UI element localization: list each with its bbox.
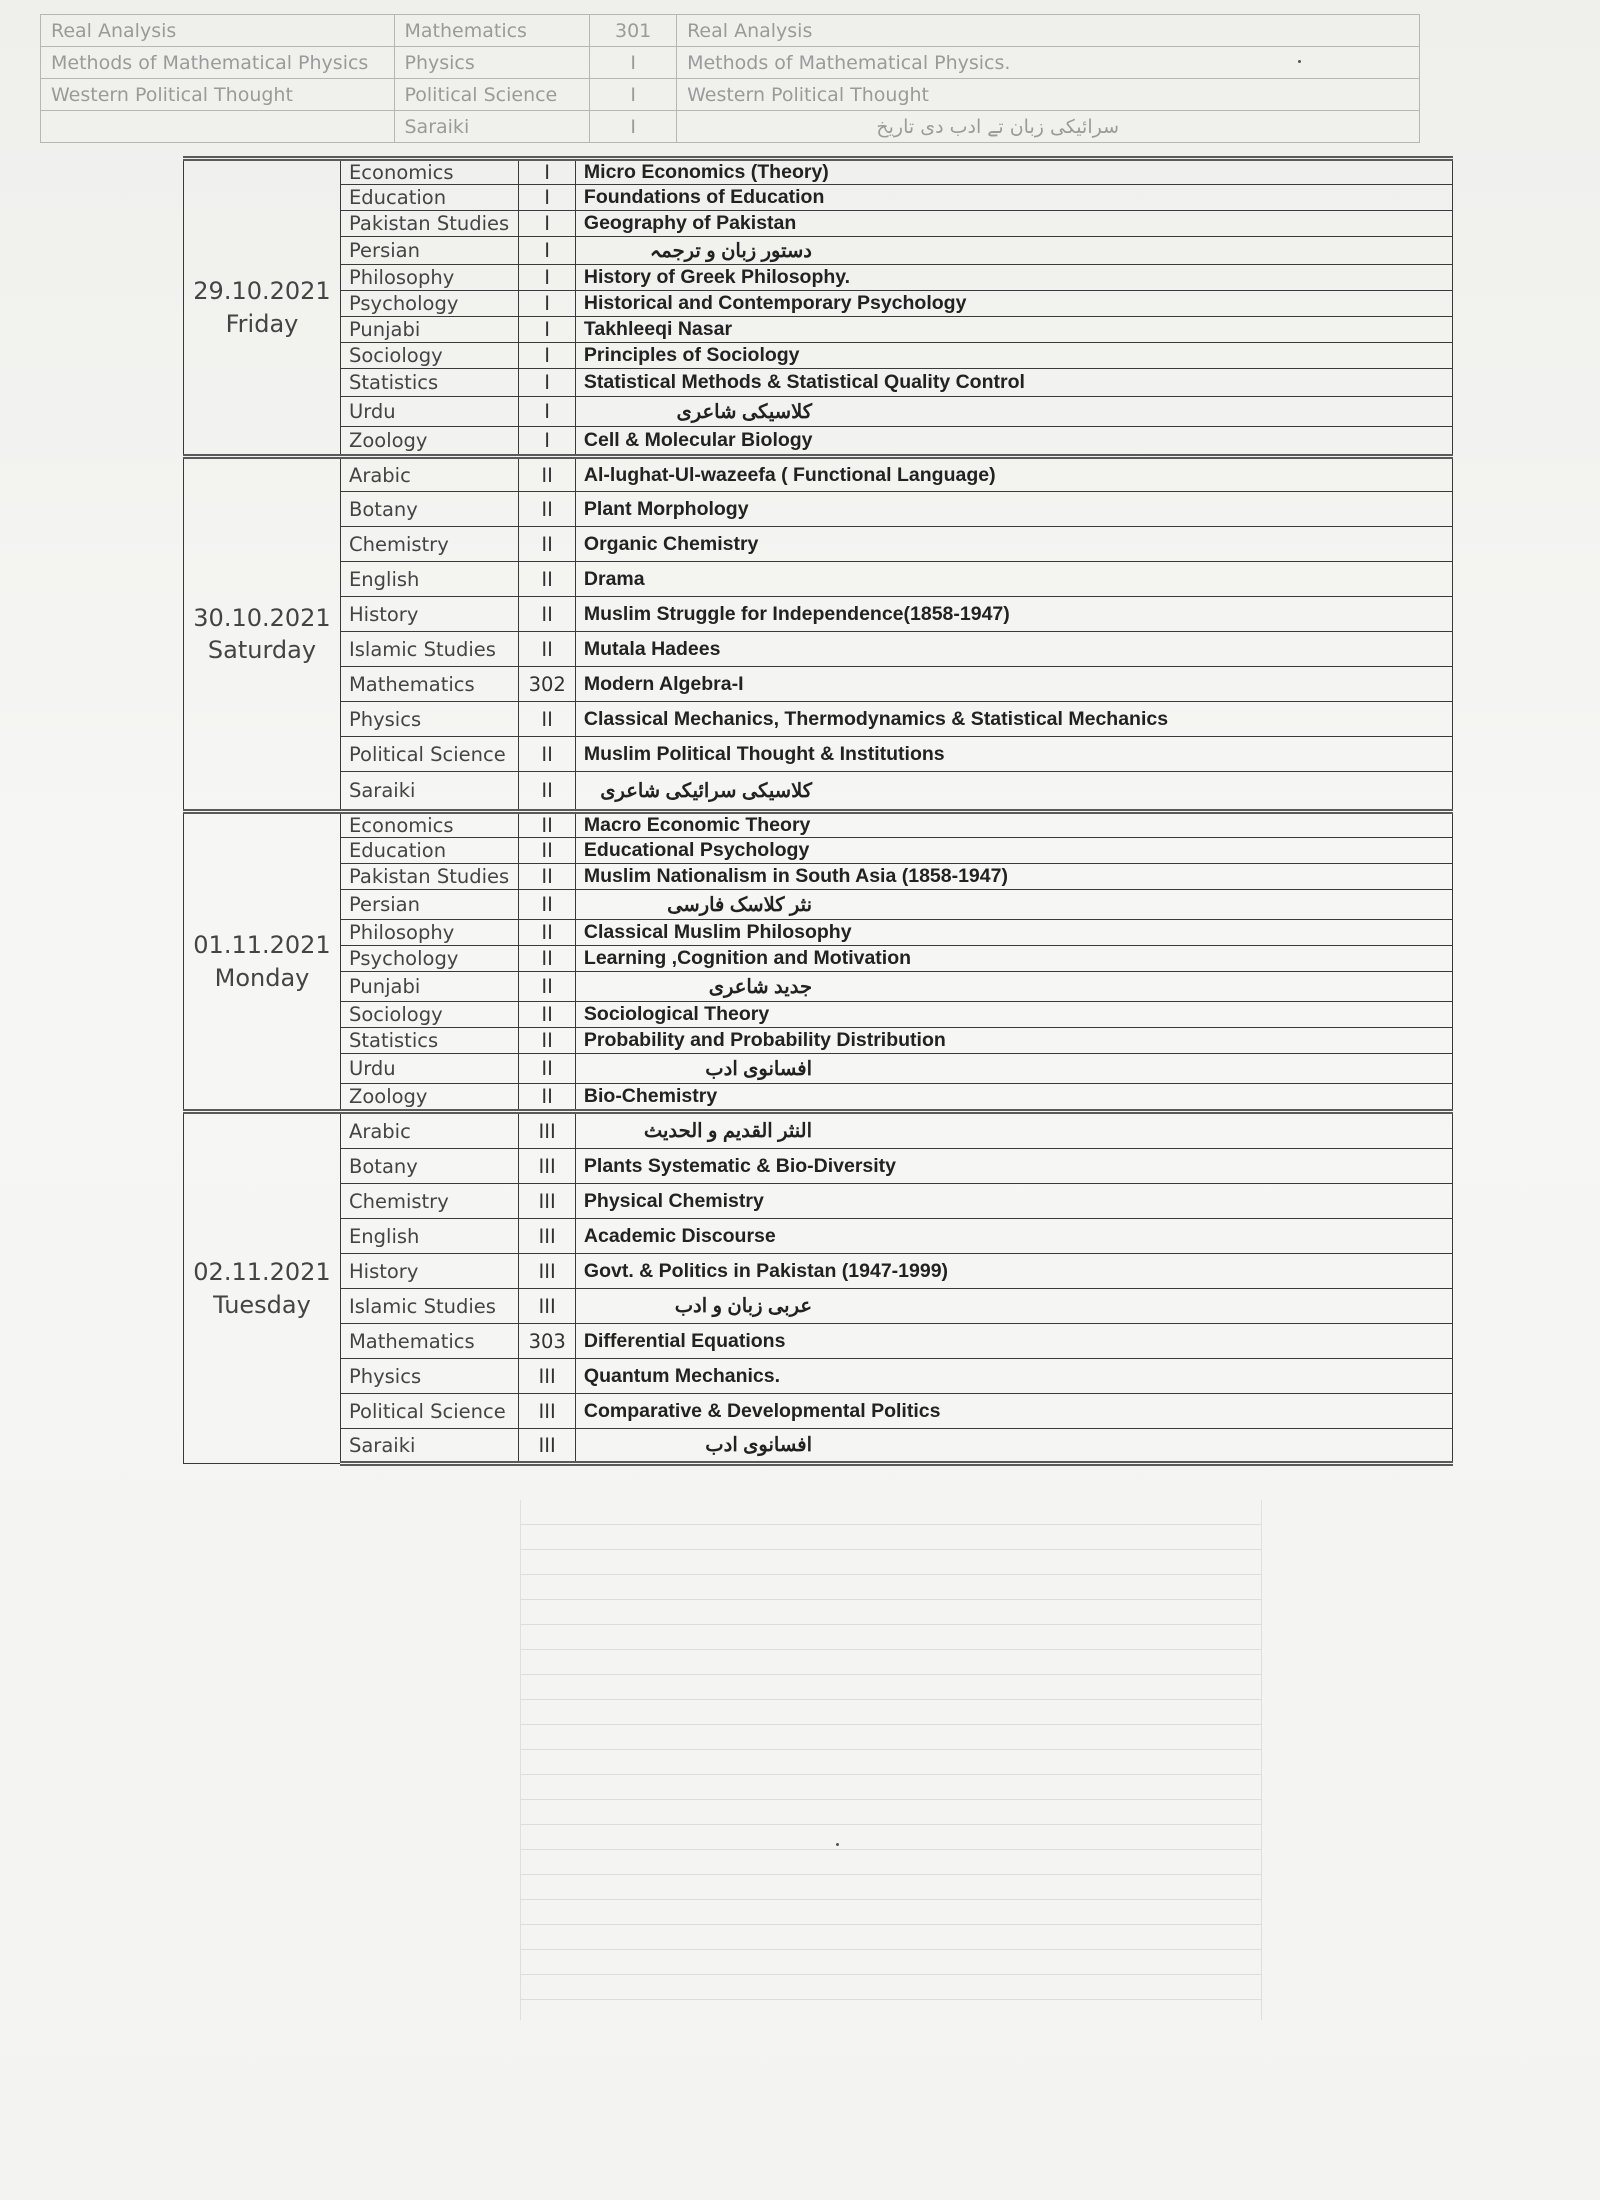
- schedule-row: [184, 890, 1453, 920]
- top-cell-subject-en: Methods of Mathematical Physics: [41, 47, 395, 79]
- schedule-row: [184, 457, 1453, 492]
- paper-cell: II: [519, 890, 575, 920]
- paper-cell: I: [519, 427, 575, 457]
- exam-date: 30.10.2021: [193, 603, 331, 632]
- subject-cell: Urdu: [340, 397, 518, 427]
- schedule-row: [184, 838, 1453, 864]
- schedule-row: [184, 1084, 1453, 1112]
- paper-cell: II: [519, 838, 575, 864]
- paper-title-cell: Differential Equations: [575, 1324, 1452, 1359]
- schedule-row: [184, 1219, 1453, 1254]
- schedule-row: [184, 562, 1453, 597]
- top-cell-paper: 301: [590, 15, 677, 47]
- paper-title-cell: نثر کلاسک فارسی: [575, 890, 1452, 920]
- paper-title-cell: Physical Chemistry: [575, 1184, 1452, 1219]
- top-cell-subject: Political Science: [394, 79, 590, 111]
- exam-day: Monday: [214, 963, 310, 992]
- top-cell-title: Real Analysis: [677, 15, 1420, 47]
- paper-cell: II: [519, 737, 575, 772]
- top-table-row: [41, 15, 1420, 47]
- subject-cell: Zoology: [340, 427, 518, 457]
- subject-cell: Saraiki: [340, 1429, 518, 1464]
- schedule-row: [184, 667, 1453, 702]
- paper-title-cell: Plant Morphology: [575, 492, 1452, 527]
- subject-cell: Statistics: [340, 369, 518, 397]
- paper-cell: I: [519, 317, 575, 343]
- exam-schedule-table: [183, 156, 1453, 1466]
- schedule-row: [184, 864, 1453, 890]
- schedule-row: [184, 1289, 1453, 1324]
- paper-title-cell: کلاسیکی شاعری: [575, 397, 1452, 427]
- schedule-row: [184, 427, 1453, 457]
- paper-cell: II: [519, 920, 575, 946]
- paper-cell: I: [519, 291, 575, 317]
- paper-title-cell: Educational Psychology: [575, 838, 1452, 864]
- schedule-row: [184, 397, 1453, 427]
- paper-title-cell: Quantum Mechanics.: [575, 1359, 1452, 1394]
- subject-cell: Zoology: [340, 1084, 518, 1112]
- exam-date-cell: [184, 812, 341, 1112]
- paper-cell: II: [519, 1002, 575, 1028]
- paper-title-cell: Geography of Pakistan: [575, 211, 1452, 237]
- paper-title-cell: Cell & Molecular Biology: [575, 427, 1452, 457]
- exam-day: Saturday: [207, 636, 317, 664]
- paper-cell: II: [519, 864, 575, 890]
- exam-date: 02.11.2021: [193, 1258, 331, 1287]
- paper-title-cell: کلاسیکی سرائیکی شاعری: [575, 772, 1452, 812]
- paper-cell: I: [519, 397, 575, 427]
- paper-title-cell: Academic Discourse: [575, 1219, 1452, 1254]
- schedule-row: [184, 527, 1453, 562]
- paper-title-cell: Macro Economic Theory: [575, 812, 1452, 838]
- paper-cell: I: [519, 369, 575, 397]
- schedule-row: [184, 317, 1453, 343]
- schedule-row: [184, 702, 1453, 737]
- subject-cell: Persian: [340, 890, 518, 920]
- paper-cell: II: [519, 1084, 575, 1112]
- paper-cell: III: [519, 1394, 575, 1429]
- subject-cell: Persian: [340, 237, 518, 265]
- schedule-row: [184, 1359, 1453, 1394]
- exam-day: Friday: [225, 309, 299, 338]
- subject-cell: Sociology: [340, 1002, 518, 1028]
- schedule-row: [184, 343, 1453, 369]
- paper-title-cell: Modern Algebra-I: [575, 667, 1452, 702]
- schedule-row: [184, 185, 1453, 211]
- exam-date-cell: [184, 457, 341, 812]
- subject-cell: Sociology: [340, 343, 518, 369]
- paper-cell: II: [519, 1028, 575, 1054]
- scan-speck: [836, 1843, 839, 1846]
- schedule-row: [184, 737, 1453, 772]
- paper-title-cell: Takhleeqi Nasar: [575, 317, 1452, 343]
- schedule-row: [184, 1429, 1453, 1464]
- schedule-row: [184, 159, 1453, 185]
- paper-cell: II: [519, 812, 575, 838]
- paper-cell: III: [519, 1219, 575, 1254]
- paper-cell: I: [519, 211, 575, 237]
- exam-date: 29.10.2021: [193, 277, 331, 306]
- paper-cell: 302: [519, 667, 575, 702]
- paper-title-cell: Probability and Probability Distribution: [575, 1028, 1452, 1054]
- paper-title-cell: دستور زبان و ترجمہ: [575, 237, 1452, 265]
- paper-title-cell: Micro Economics (Theory): [575, 159, 1452, 185]
- subject-cell: Urdu: [340, 1054, 518, 1084]
- subject-cell: Punjabi: [340, 317, 518, 343]
- paper-cell: I: [519, 185, 575, 211]
- paper-title-cell: Plants Systematic & Bio-Diversity: [575, 1149, 1452, 1184]
- subject-cell: Psychology: [340, 946, 518, 972]
- schedule-row: [184, 211, 1453, 237]
- subject-cell: Islamic Studies: [340, 1289, 518, 1324]
- paper-cell: II: [519, 946, 575, 972]
- paper-cell: I: [519, 265, 575, 291]
- schedule-row: [184, 597, 1453, 632]
- exam-date-cell: [184, 1112, 341, 1464]
- subject-cell: Physics: [340, 702, 518, 737]
- subject-cell: Economics: [340, 812, 518, 838]
- paper-cell: I: [519, 237, 575, 265]
- top-cell-subject: Mathematics: [394, 15, 590, 47]
- paper-title-cell: Bio-Chemistry: [575, 1084, 1452, 1112]
- paper-title-cell: Muslim Struggle for Independence(1858-1947): [575, 597, 1452, 632]
- paper-title-cell: Muslim Nationalism in South Asia (1858-1947): [575, 864, 1452, 890]
- paper-cell: III: [519, 1112, 575, 1149]
- schedule-row: [184, 1184, 1453, 1219]
- paper-cell: II: [519, 632, 575, 667]
- paper-cell: III: [519, 1359, 575, 1394]
- paper-title-cell: Govt. & Politics in Pakistan (1947-1999): [575, 1254, 1452, 1289]
- paper-title-cell: Mutala Hadees: [575, 632, 1452, 667]
- top-table-row: [41, 111, 1420, 143]
- paper-cell: III: [519, 1289, 575, 1324]
- paper-title-cell: History of Greek Philosophy.: [575, 265, 1452, 291]
- schedule-row: [184, 972, 1453, 1002]
- paper-title-cell: عربی زبان و ادب: [575, 1289, 1452, 1324]
- schedule-row: [184, 1112, 1453, 1149]
- subject-cell: Mathematics: [340, 1324, 518, 1359]
- schedule-row: [184, 632, 1453, 667]
- paper-title-cell: Comparative & Developmental Politics: [575, 1394, 1452, 1429]
- paper-cell: III: [519, 1184, 575, 1219]
- subject-cell: Arabic: [340, 457, 518, 492]
- schedule-row: [184, 1054, 1453, 1084]
- paper-title-cell: النثر القدیم و الحدیث: [575, 1112, 1452, 1149]
- paper-title-cell: Sociological Theory: [575, 1002, 1452, 1028]
- top-table-row: [41, 47, 1420, 79]
- exam-date-cell: [184, 159, 341, 457]
- subject-cell: Political Science: [340, 1394, 518, 1429]
- schedule-row: [184, 946, 1453, 972]
- paper-cell: II: [519, 492, 575, 527]
- top-cell-subject: Physics: [394, 47, 590, 79]
- paper-title-cell: Statistical Methods & Statistical Quality Control: [575, 369, 1452, 397]
- bleed-through-ghost: [520, 1500, 1262, 2020]
- subject-cell: English: [340, 562, 518, 597]
- paper-cell: III: [519, 1254, 575, 1289]
- scan-speck: [1298, 60, 1301, 63]
- subject-cell: Education: [340, 838, 518, 864]
- paper-title-cell: Organic Chemistry: [575, 527, 1452, 562]
- paper-title-cell: Drama: [575, 562, 1452, 597]
- subject-cell: Education: [340, 185, 518, 211]
- subject-cell: Chemistry: [340, 527, 518, 562]
- schedule-row: [184, 1028, 1453, 1054]
- schedule-row: [184, 1149, 1453, 1184]
- exam-date: 01.11.2021: [193, 931, 331, 960]
- top-cell-subject: Saraiki: [394, 111, 590, 143]
- subject-cell: Mathematics: [340, 667, 518, 702]
- paper-title-cell: افسانوی ادب: [575, 1429, 1452, 1464]
- top-cell-paper: I: [590, 79, 677, 111]
- top-cell-subject-en: Real Analysis: [41, 15, 395, 47]
- subject-cell: History: [340, 597, 518, 632]
- subject-cell: Political Science: [340, 737, 518, 772]
- subject-cell: Arabic: [340, 1112, 518, 1149]
- top-cell-paper: I: [590, 47, 677, 79]
- schedule-row: [184, 812, 1453, 838]
- subject-cell: Botany: [340, 1149, 518, 1184]
- subject-cell: Botany: [340, 492, 518, 527]
- paper-cell: II: [519, 972, 575, 1002]
- schedule-row: [184, 369, 1453, 397]
- paper-cell: III: [519, 1149, 575, 1184]
- subject-cell: Statistics: [340, 1028, 518, 1054]
- paper-cell: II: [519, 1054, 575, 1084]
- exam-day: Tuesday: [213, 1290, 311, 1319]
- subject-cell: Philosophy: [340, 920, 518, 946]
- schedule-row: [184, 265, 1453, 291]
- schedule-row: [184, 920, 1453, 946]
- paper-title-cell: جدید شاعری: [575, 972, 1452, 1002]
- paper-cell: I: [519, 343, 575, 369]
- paper-title-cell: Foundations of Education: [575, 185, 1452, 211]
- schedule-row: [184, 1394, 1453, 1429]
- top-cell-title: سرائیکی زبان تے ادب دی تاریخ: [677, 111, 1420, 143]
- subject-cell: Saraiki: [340, 772, 518, 812]
- paper-title-cell: Learning ,Cognition and Motivation: [575, 946, 1452, 972]
- paper-title-cell: Classical Muslim Philosophy: [575, 920, 1452, 946]
- paper-cell: I: [519, 159, 575, 185]
- paper-title-cell: افسانوی ادب: [575, 1054, 1452, 1084]
- subject-cell: History: [340, 1254, 518, 1289]
- paper-cell: II: [519, 527, 575, 562]
- subject-cell: Psychology: [340, 291, 518, 317]
- paper-cell: II: [519, 597, 575, 632]
- paper-cell: III: [519, 1429, 575, 1464]
- paper-cell: 303: [519, 1324, 575, 1359]
- cutoff-top-table: [40, 14, 1420, 143]
- paper-title-cell: Al-lughat-Ul-wazeefa ( Functional Language): [575, 457, 1452, 492]
- schedule-row: [184, 291, 1453, 317]
- top-cell-subject-en: Western Political Thought: [41, 79, 395, 111]
- paper-cell: II: [519, 702, 575, 737]
- subject-cell: Physics: [340, 1359, 518, 1394]
- top-cell-title: Western Political Thought: [677, 79, 1420, 111]
- top-cell-paper: I: [590, 111, 677, 143]
- schedule-row: [184, 1324, 1453, 1359]
- subject-cell: Pakistan Studies: [340, 864, 518, 890]
- paper-title-cell: Historical and Contemporary Psychology: [575, 291, 1452, 317]
- schedule-row: [184, 1254, 1453, 1289]
- paper-cell: II: [519, 457, 575, 492]
- paper-title-cell: Classical Mechanics, Thermodynamics & Statistical Mechanics: [575, 702, 1452, 737]
- paper-title-cell: Muslim Political Thought & Institutions: [575, 737, 1452, 772]
- subject-cell: Chemistry: [340, 1184, 518, 1219]
- subject-cell: Philosophy: [340, 265, 518, 291]
- paper-cell: II: [519, 562, 575, 597]
- schedule-row: [184, 492, 1453, 527]
- subject-cell: Punjabi: [340, 972, 518, 1002]
- top-table-row: [41, 79, 1420, 111]
- paper-cell: II: [519, 772, 575, 812]
- top-cell-title: Methods of Mathematical Physics.: [677, 47, 1420, 79]
- subject-cell: Economics: [340, 159, 518, 185]
- top-cell-subject-en: [41, 111, 395, 143]
- schedule-row: [184, 1002, 1453, 1028]
- subject-cell: Pakistan Studies: [340, 211, 518, 237]
- subject-cell: Islamic Studies: [340, 632, 518, 667]
- subject-cell: English: [340, 1219, 518, 1254]
- paper-title-cell: Principles of Sociology: [575, 343, 1452, 369]
- schedule-row: [184, 772, 1453, 812]
- schedule-row: [184, 237, 1453, 265]
